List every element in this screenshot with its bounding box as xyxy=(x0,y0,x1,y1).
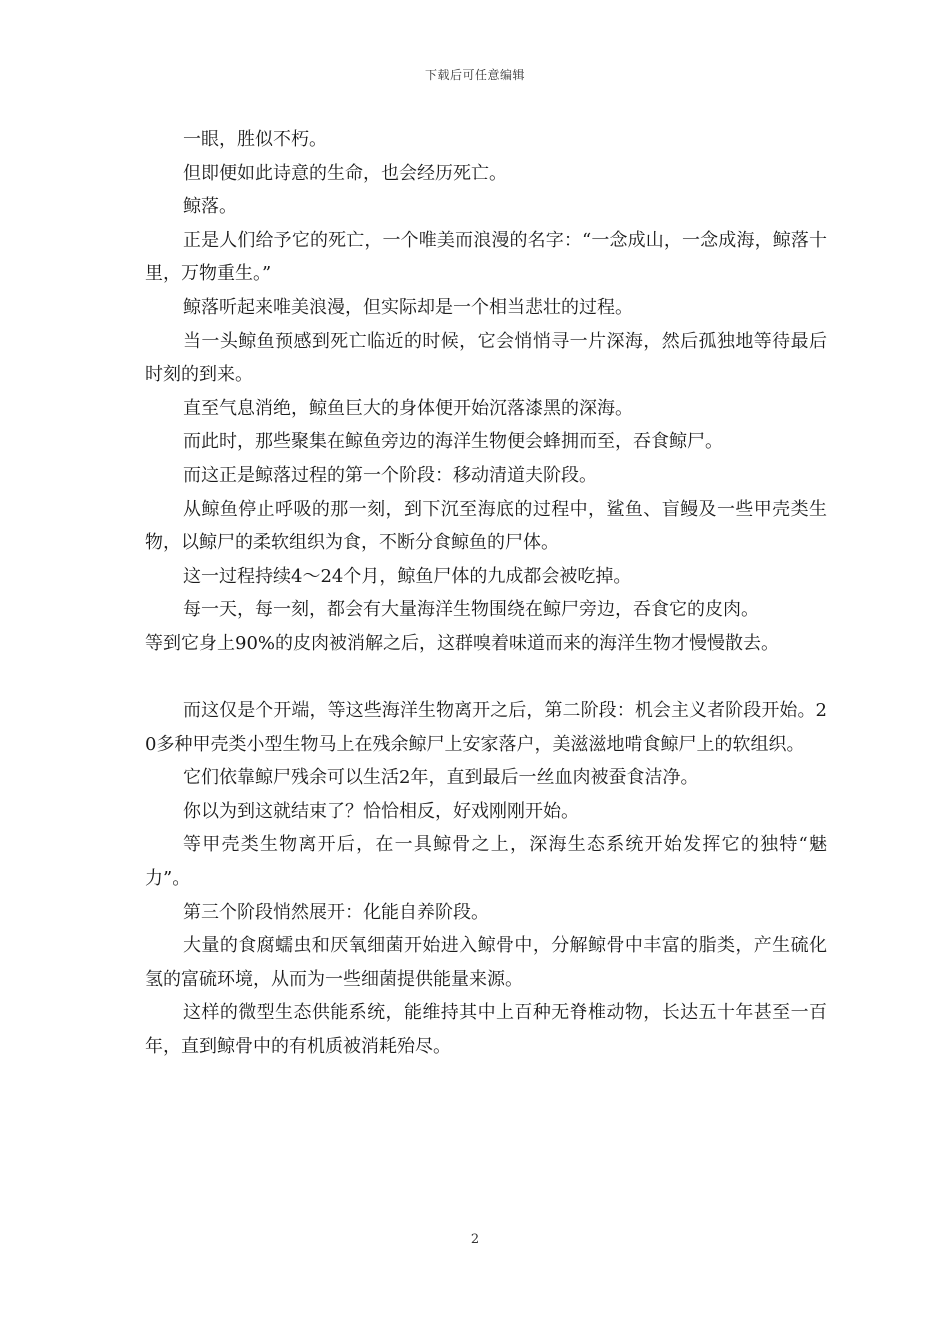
paragraph: 而这正是鲸落过程的第一个阶段：移动清道夫阶段。 xyxy=(183,464,597,486)
paragraph: 鲸落听起来唯美浪漫，但实际却是一个相当悲壮的过程。 xyxy=(183,296,633,318)
paragraph: 从鲸鱼停止呼吸的那一刻，到下沉至海底的过程中，鲨鱼、盲鳗及一些甲壳类生物，以鲸尸的柔软组织为食，不断分食鲸鱼的尸体。 xyxy=(145,498,827,554)
paragraph: 直至气息消绝，鲸鱼巨大的身体便开始沉落漆黑的深海。 xyxy=(183,397,633,419)
paragraph: 它们依靠鲸尸残余可以生活2年，直到最后一丝血肉被蚕食洁净。 xyxy=(183,767,699,789)
blank-line xyxy=(145,661,827,695)
paragraph: 但即便如此诗意的生命，也会经历死亡。 xyxy=(183,162,507,184)
paragraph: 当一头鲸鱼预感到死亡临近的时候，它会悄悄寻一片深海，然后孤独地等待最后时刻的到来。 xyxy=(145,330,827,386)
paragraph: 鲸落。 xyxy=(183,196,237,218)
document-body xyxy=(145,123,827,1064)
paragraph: 第三个阶段悄然展开：化能自养阶段。 xyxy=(183,901,489,923)
paragraph: 而这仅是个开端，等这些海洋生物离开之后，第二阶段：机会主义者阶段开始。20多种甲壳类小型生物马上在残余鲸尸上安家落户，美滋滋地啃食鲸尸上的软组织。 xyxy=(145,700,827,755)
paragraph: 每一天，每一刻，都会有大量海洋生物围绕在鲸尸旁边，吞食它的皮肉。 xyxy=(183,599,759,621)
page-header: 下载后可任意编辑 xyxy=(424,68,525,82)
paragraph: 等甲壳类生物离开后，在一具鲸骨之上，深海生态系统开始发挥它的独特“魅力”。 xyxy=(145,834,827,890)
paragraph: 等到它身上90%的皮肉被消解之后，这群嗅着味道而来的海洋生物才慢慢散去。 xyxy=(145,632,780,654)
page-number: 2 xyxy=(470,1232,480,1247)
paragraph: 大量的食腐蠕虫和厌氧细菌开始进入鲸骨中，分解鲸骨中丰富的脂类，产生硫化氢的富硫环境，从而为一些细菌提供能量来源。 xyxy=(145,935,827,990)
paragraph: 正是人们给予它的死亡，一个唯美而浪漫的名字：“一念成山，一念成海，鲸落十里，万物重生。” xyxy=(145,229,827,285)
paragraph: 这样的微型生态供能系统，能维持其中上百种无脊椎动物，长达五十年甚至一百年，直到鲸骨中的有机质被消耗殆尽。 xyxy=(145,1002,827,1058)
paragraph: 而此时，那些聚集在鲸鱼旁边的海洋生物便会蜂拥而至，吞食鲸尸。 xyxy=(183,431,723,453)
paragraph: 这一过程持续4～24个月，鲸鱼尸体的九成都会被吃掉。 xyxy=(183,565,632,587)
paragraph: 一眼，胜似不朽。 xyxy=(183,129,327,150)
paragraph: 你以为到这就结束了？恰恰相反，好戏刚刚开始。 xyxy=(183,800,579,822)
